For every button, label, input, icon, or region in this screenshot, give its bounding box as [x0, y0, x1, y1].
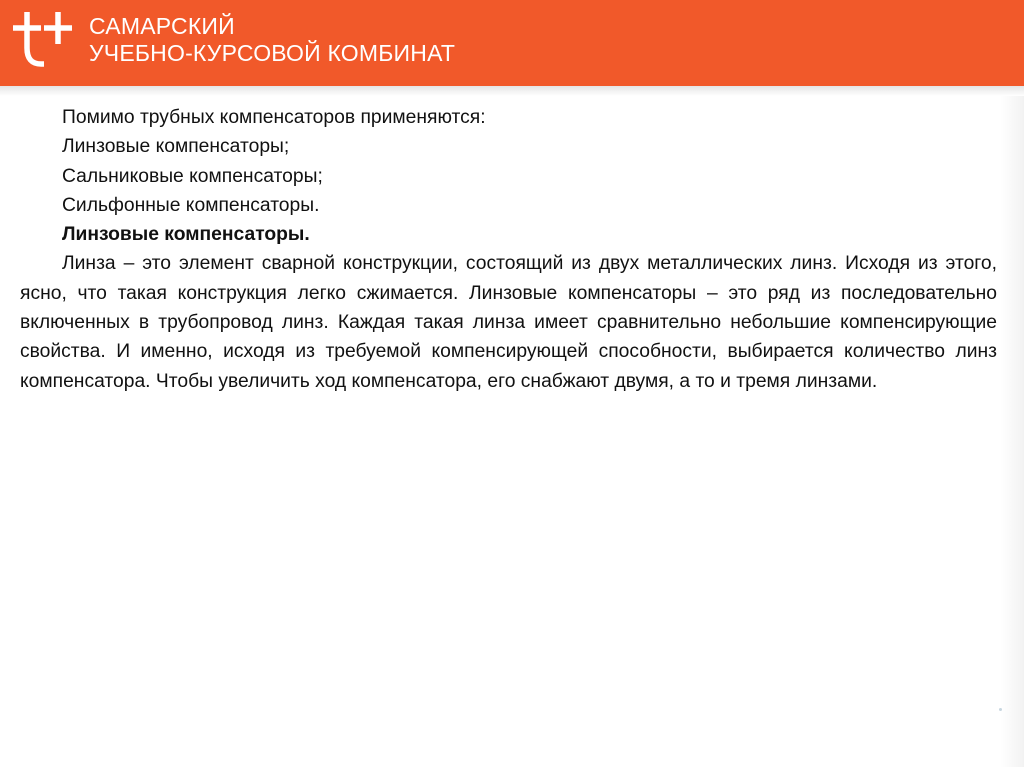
organization-name-line1: САМАРСКИЙ: [89, 13, 235, 39]
decorative-dot: [999, 708, 1002, 711]
list-item: Сильфонные компенсаторы.: [62, 194, 320, 216]
header-banner: [0, 0, 1024, 86]
list-item: Сальниковые компенсаторы;: [62, 165, 323, 187]
samara-training-logo-icon: [10, 8, 76, 72]
list-item: Линзовые компенсаторы;: [62, 136, 290, 158]
organization-name: [89, 13, 455, 67]
body-paragraph: Линза – это элемент сварной конструкции, состоящий из двух металлических линз. Исходя из этого, ясно, что такая конструкция легко сжимается. Линзовые компенсаторы – это ряд из последовательно включенных в трубопровод линз. Каждая такая линза имеет сравнительно небольшие компенсирующие свойства. И именно, исходя из требуемой компенсирующей способности, выбирается количество линз компенсатора. Чтобы увеличить ход компенсатора, его снабжают двумя, а то и тремя линзами.: [20, 253, 997, 392]
slide-body: [20, 103, 997, 396]
intro-text: Помимо трубных компенсаторов применяются:: [62, 107, 486, 128]
page-edge-shade: [1000, 96, 1024, 767]
header-shadow: [0, 86, 1024, 96]
section-heading: Линзовые компенсаторы.: [62, 224, 310, 246]
organization-name-line2: УЧЕБНО-КУРСОВОЙ КОМБИНАТ: [89, 40, 456, 66]
